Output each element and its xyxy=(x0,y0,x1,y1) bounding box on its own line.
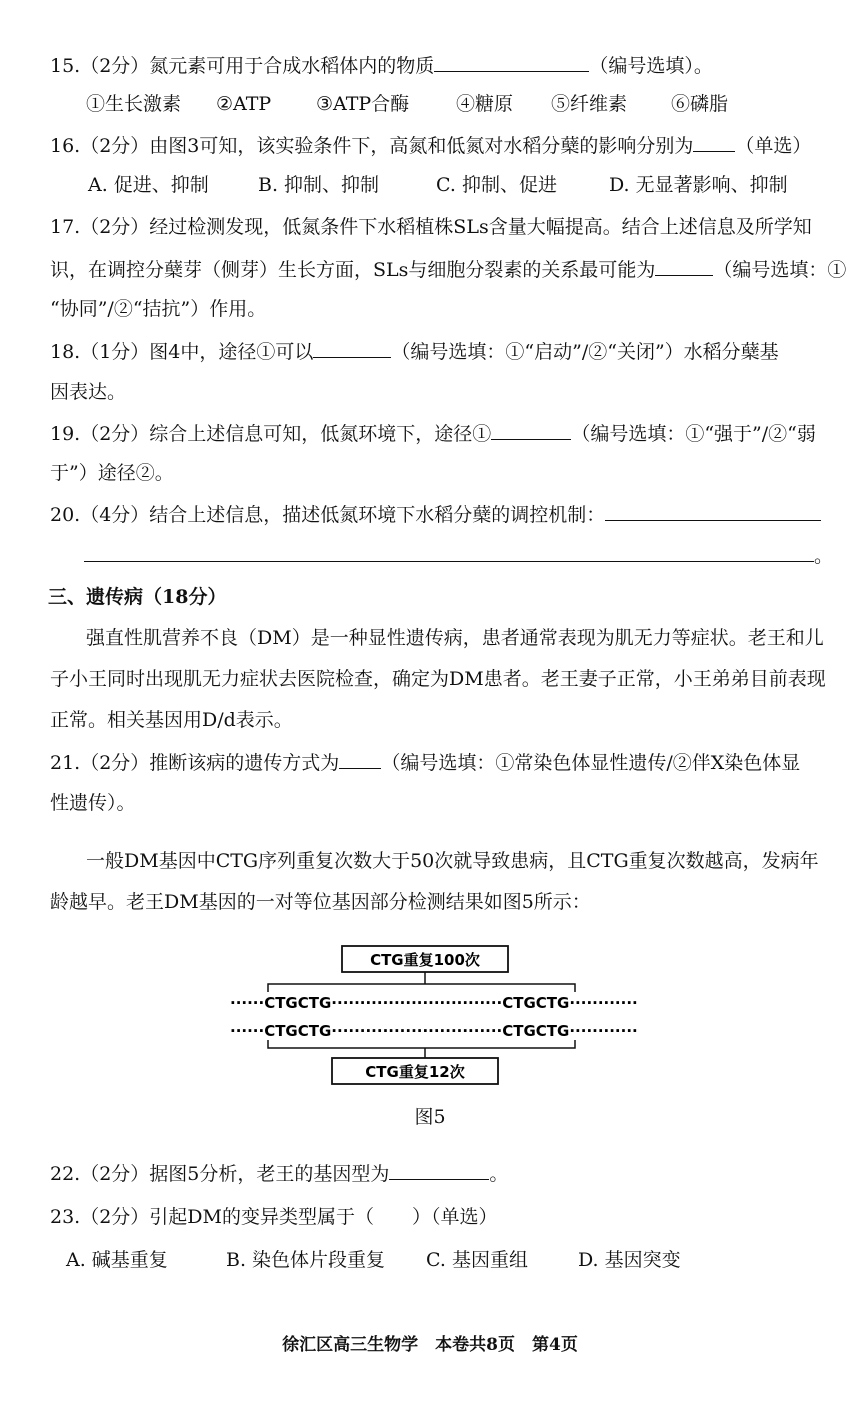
answer-blank[interactable] xyxy=(313,339,391,358)
option: ⑥磷脂 xyxy=(671,93,729,115)
q16-stem: 16.（2分）由图3可知，该实验条件下，高氮和低氮对水稻分蘖的影响分别为 （单选） xyxy=(50,135,812,157)
q17-line1: 17.（2分）经过检测发现，低氮条件下水稻植株SLs含量大幅提高。结合上述信息及所学知 xyxy=(50,216,812,238)
paragraph: 子小王同时出现肌无力症状去医院检查，确定为DM患者。老王妻子正常，小王弟弟目前表现 xyxy=(50,668,826,690)
top-box-label: CTG重复100次 xyxy=(370,951,480,969)
q15-options xyxy=(86,92,832,116)
option: B. 抑制、抑制 xyxy=(258,174,380,196)
page-footer: 徐汇区高三生物学 本卷共8页 第4页 xyxy=(282,1335,578,1355)
q19-line2: 于”）途径②。 xyxy=(50,462,174,484)
paragraph: 强直性肌营养不良（DM）是一种显性遗传病，患者通常表现为肌无力等症状。老王和儿 xyxy=(86,627,824,649)
option: ④糖原 xyxy=(456,93,514,115)
figure-caption: 图5 xyxy=(414,1106,446,1128)
top-bracket xyxy=(268,984,575,992)
q20-line1: 20.（4分）结合上述信息，描述低氮环境下水稻分蘖的调控机制： xyxy=(50,502,832,527)
sequence-strand-2: ······CTGCTG······························CTGCTG············ xyxy=(230,1022,638,1040)
q19-line1: 19.（2分）综合上述信息可知，低氮环境下，途径① （编号选填：①“强于”/②“弱 xyxy=(50,423,816,445)
answer-blank[interactable] xyxy=(605,502,821,521)
answer-blank[interactable] xyxy=(693,133,735,152)
option: B. 染色体片段重复 xyxy=(226,1249,386,1271)
option: D. 基因突变 xyxy=(578,1249,681,1271)
q23-options xyxy=(66,1248,832,1272)
q22-stem: 22.（2分）据图5分析，老王的基因型为 。 xyxy=(50,1163,509,1185)
option: ①生长激素 xyxy=(86,93,182,115)
option: A. 促进、抑制 xyxy=(88,174,209,196)
q18-line2: 因表达。 xyxy=(50,381,127,403)
answer-blank[interactable] xyxy=(434,53,589,72)
paragraph: 一般DM基因中CTG序列重复次数大于50次就导致患病，且CTG重复次数越高，发病年 xyxy=(86,850,819,872)
paragraph: 正常。相关基因用D/d表示。 xyxy=(50,709,293,731)
q15-stem: 15.（2分）氮元素可用于合成水稻体内的物质 （编号选填）。 xyxy=(50,55,713,77)
q20-line2: 。 xyxy=(84,543,832,568)
option: D. 无显著影响、抑制 xyxy=(609,174,788,196)
option: ⑤纤维素 xyxy=(551,93,628,115)
sequence-strand-1: ······CTGCTG······························CTGCTG············ xyxy=(230,994,638,1012)
paragraph: 龄越早。老王DM基因的一对等位基因部分检测结果如图5所示： xyxy=(50,891,591,913)
q21-line2: 性遗传）。 xyxy=(50,792,136,814)
answer-blank[interactable] xyxy=(655,257,713,276)
answer-blank[interactable] xyxy=(339,750,381,769)
bottom-bracket xyxy=(268,1040,575,1048)
q23-stem: 23.（2分）引起DM的变异类型属于（ ）（单选） xyxy=(50,1206,498,1228)
option: C. 基因重组 xyxy=(426,1249,528,1271)
option: ②ATP xyxy=(216,93,272,115)
figure-5-diagram xyxy=(220,938,660,1088)
bottom-box-label: CTG重复12次 xyxy=(365,1063,465,1081)
answer-blank[interactable] xyxy=(491,421,571,440)
q21-line1: 21.（2分）推断该病的遗传方式为 （编号选填：①常染色体显性遗传/②伴X染色体显 xyxy=(50,752,801,774)
option: C. 抑制、促进 xyxy=(436,174,557,196)
q18-line1: 18.（1分）图4中，途径①可以 （编号选填：①“启动”/②“关闭”）水稻分蘖基 xyxy=(50,341,779,363)
answer-blank-long[interactable] xyxy=(84,543,814,562)
q16-options xyxy=(88,173,832,197)
option: ③ATP合酶 xyxy=(316,93,410,115)
q17-line3: “协同”/②“拮抗”）作用。 xyxy=(50,298,267,320)
option: A. 碱基重复 xyxy=(66,1249,168,1271)
answer-blank[interactable] xyxy=(389,1161,489,1180)
section-heading: 三、遗传病（18分） xyxy=(48,586,227,608)
q17-line2: 识，在调控分蘖芽（侧芽）生长方面，SLs与细胞分裂素的关系最可能为 （编号选填：① xyxy=(50,259,847,281)
